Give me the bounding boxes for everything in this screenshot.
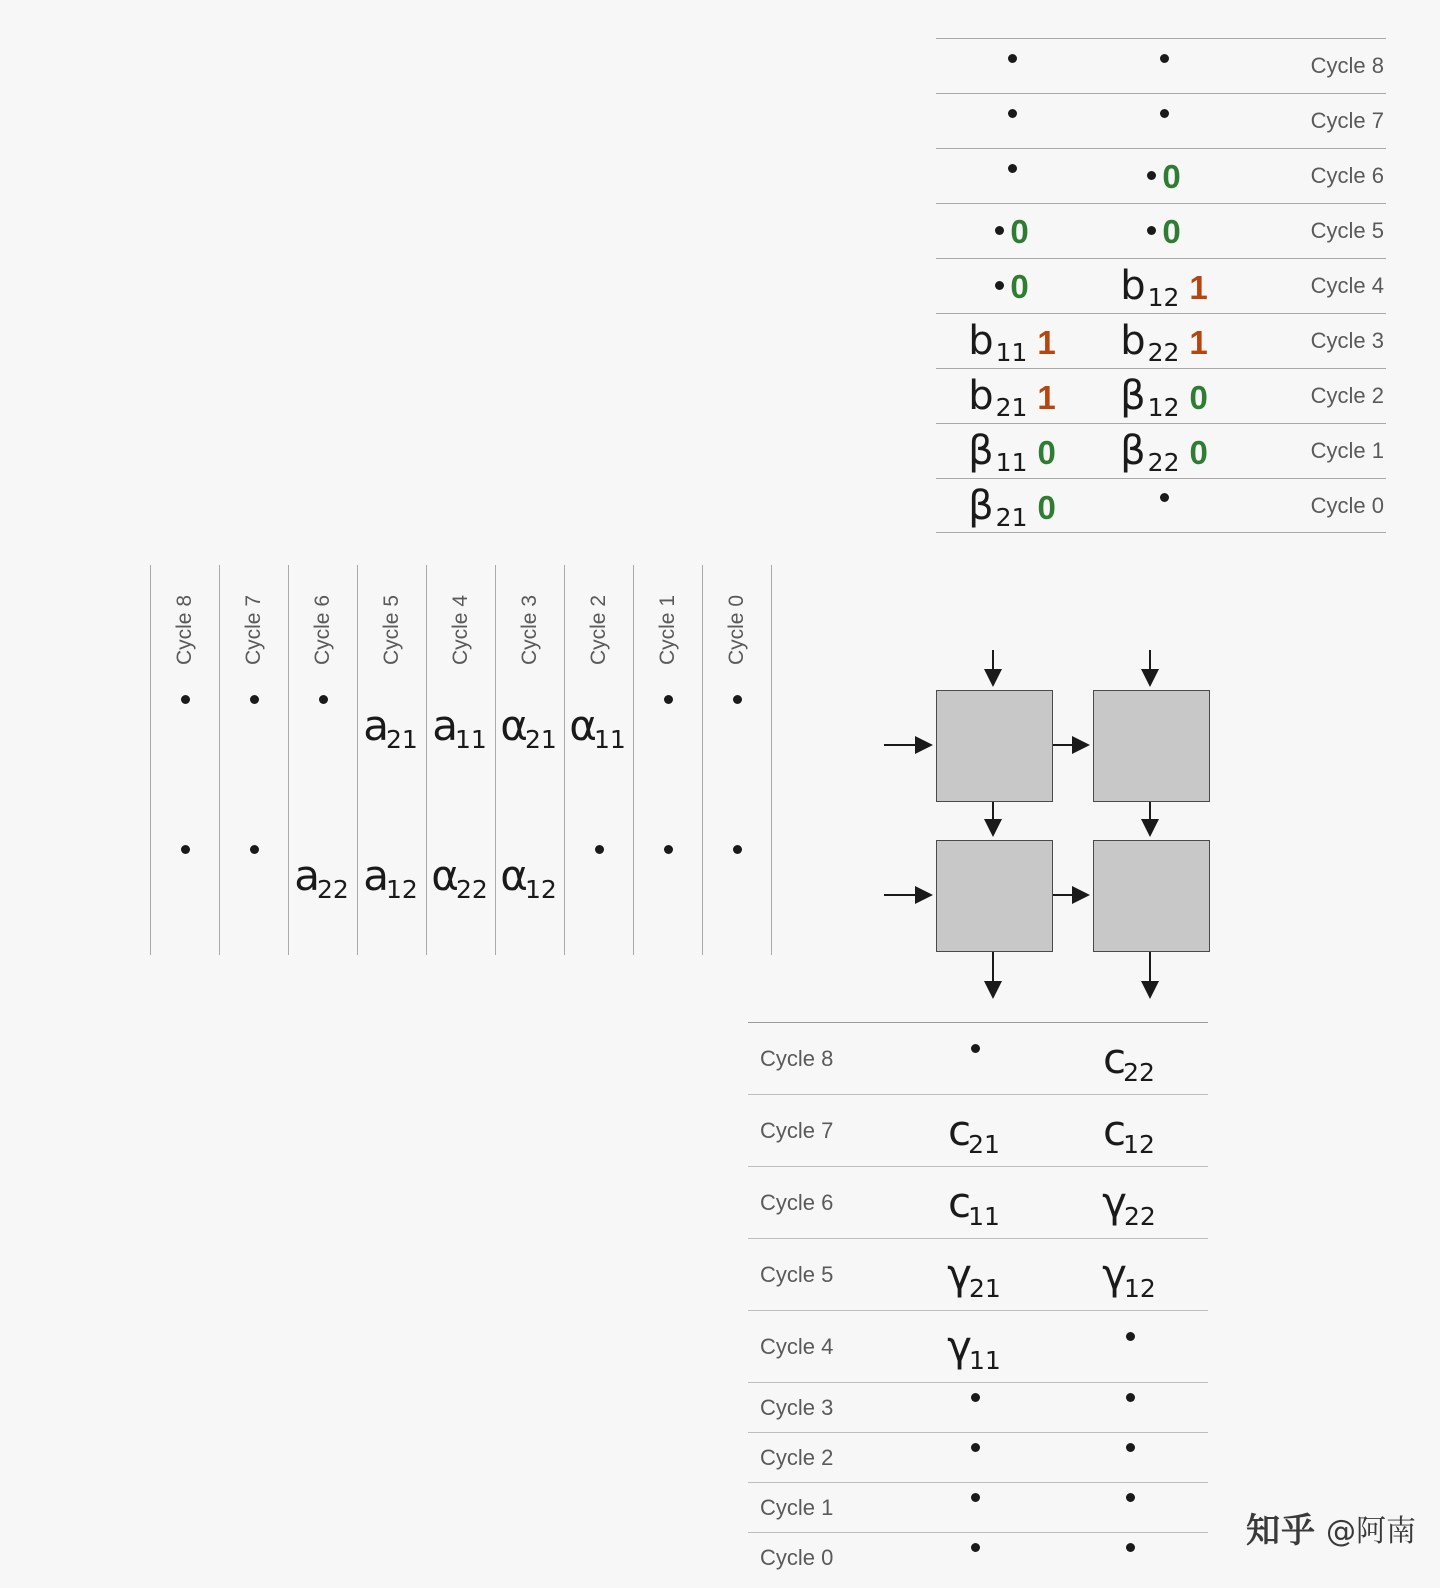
b-stream-row [936, 478, 1386, 533]
c-stream-row [748, 1166, 1208, 1238]
c-stream-cell [898, 1105, 1053, 1159]
a-stream-column [703, 565, 772, 955]
a-stream-cell-row2 [358, 851, 426, 945]
a-stream-cell-row2 [220, 855, 288, 945]
cycle-label-vertical: Cycle 7 [242, 594, 265, 666]
b-stream-cell [1088, 263, 1240, 312]
stationarity-tag: 1 [1189, 269, 1208, 306]
b-stream-cell [936, 318, 1088, 367]
operand-symbol: γ [1102, 1177, 1128, 1227]
cycle-label: Cycle 8 [1310, 53, 1384, 78]
c-stream-cell [1053, 1177, 1208, 1231]
a-stream-cell-row2 [634, 855, 702, 945]
operand-subscript: 22 [1124, 1201, 1156, 1231]
empty-slot-dot [664, 845, 673, 854]
empty-slot-dot [1126, 1443, 1135, 1452]
c-stream-cell [1053, 1503, 1208, 1512]
a-stream-column [427, 565, 496, 955]
cycle-label: Cycle 4 [760, 1333, 834, 1359]
stationarity-tag: 1 [1189, 324, 1208, 361]
a-stream-column [634, 565, 703, 955]
cycle-label: Cycle 7 [1310, 108, 1384, 133]
a-stream-cell-row1 [220, 705, 288, 795]
operand-symbol: α [431, 851, 459, 900]
b-stream-cell [1088, 157, 1240, 195]
a-stream-cell-row1 [358, 701, 426, 795]
c-stream-row [748, 1532, 1208, 1582]
operand-symbol: b [968, 373, 994, 419]
c-stream-row [748, 1432, 1208, 1482]
b-stream-cell [1088, 501, 1240, 510]
b-stream-row [936, 38, 1386, 93]
b-stream-cell [1088, 62, 1240, 71]
watermark [1246, 1503, 1416, 1552]
empty-slot-dot [664, 695, 673, 704]
operand-symbol: α [500, 851, 528, 900]
operand-subscript: 11 [969, 1345, 1001, 1375]
c-stream-cell [1053, 1342, 1208, 1351]
pe-cell-2-1[interactable] [936, 840, 1053, 952]
stationarity-tag: 0 [1037, 434, 1056, 471]
a-stream-cell-row1 [151, 705, 219, 795]
a-stream-column [565, 565, 634, 955]
stationarity-tag: 1 [1037, 379, 1056, 416]
b-stream-cell [936, 117, 1088, 126]
watermark-username: @阿南 [1326, 1513, 1416, 1549]
b-stream-row [936, 258, 1386, 313]
empty-slot-dot [971, 1543, 980, 1552]
a-stream-column [150, 565, 220, 955]
empty-slot-dot [971, 1493, 980, 1502]
c-stream-row [748, 1382, 1208, 1432]
a-stream-cell-row2 [703, 855, 771, 945]
cycle-label: Cycle 1 [760, 1494, 834, 1520]
b-stream-row [936, 148, 1386, 203]
empty-slot-dot [1126, 1332, 1135, 1341]
operand-subscript: 12 [1123, 1129, 1155, 1159]
c-stream-cell [898, 1553, 1053, 1562]
a-stream-column [289, 565, 358, 955]
empty-slot-dot [971, 1393, 980, 1402]
c-stream-cell [898, 1321, 1053, 1375]
c-stream-cell [898, 1453, 1053, 1462]
b-stream-cell [936, 212, 1088, 250]
operand-symbol: c [948, 1105, 972, 1155]
empty-slot-dot [181, 695, 190, 704]
operand-subscript: 22 [316, 875, 349, 904]
empty-slot-dot [1160, 54, 1169, 63]
a-stream-cell-row1 [634, 705, 702, 795]
pe-cell-1-2[interactable] [1093, 690, 1210, 802]
b-stream-row [936, 93, 1386, 148]
stationarity-tag: 0 [1162, 212, 1181, 250]
b-stream-cell [936, 267, 1088, 305]
empty-slot-dot [1008, 54, 1017, 63]
empty-slot-dot [1008, 164, 1017, 173]
b-stream-cell [936, 428, 1088, 477]
empty-slot-dot [733, 695, 742, 704]
c-stream-cell [1053, 1453, 1208, 1462]
stationarity-tag: 0 [1189, 379, 1208, 416]
pe-cell-1-1[interactable] [936, 690, 1053, 802]
cycle-label: Cycle 0 [760, 1544, 834, 1570]
a-stream-cell-row1 [496, 701, 564, 795]
empty-slot-dot [1160, 109, 1169, 118]
empty-slot-dot [250, 845, 259, 854]
c-stream-cell [898, 1503, 1053, 1512]
c-stream-row [748, 1022, 1208, 1094]
a-stream-cell-row2 [496, 851, 564, 945]
cycle-label-vertical: Cycle 8 [173, 594, 196, 666]
cycle-label: Cycle 4 [1310, 273, 1384, 298]
b-stream-cell [936, 62, 1088, 71]
cycle-label: Cycle 2 [1310, 383, 1384, 408]
c-result-stream-table [748, 1022, 1208, 1582]
empty-slot-dot [971, 1044, 980, 1053]
b-stream-cell [1088, 428, 1240, 477]
a-stream-cell-row2 [427, 851, 495, 945]
operand-subscript: 12 [1147, 393, 1180, 422]
b-stream-cell [936, 172, 1088, 181]
operand-subscript: 12 [1124, 1273, 1156, 1303]
empty-slot-dot [1126, 1393, 1135, 1402]
c-stream-cell [898, 1177, 1053, 1231]
cycle-label: Cycle 6 [760, 1189, 834, 1215]
stationarity-tag: 0 [1010, 267, 1029, 305]
empty-slot-dot [1008, 109, 1017, 118]
c-stream-cell [898, 1403, 1053, 1412]
b-stream-cell [1088, 212, 1240, 250]
c-stream-cell [1053, 1553, 1208, 1562]
cycle-label: Cycle 6 [1310, 163, 1384, 188]
a-operand-stream-table [150, 565, 772, 955]
b-stream-cell [1088, 117, 1240, 126]
a-stream-cell-row1 [427, 701, 495, 795]
b-stream-cell [1088, 318, 1240, 367]
cycle-label: Cycle 3 [1310, 328, 1384, 353]
cycle-label: Cycle 7 [760, 1117, 834, 1143]
cycle-label: Cycle 0 [1310, 492, 1384, 518]
empty-slot-dot [971, 1443, 980, 1452]
cycle-label-vertical: Cycle 2 [587, 594, 610, 666]
operand-subscript: 12 [385, 875, 418, 904]
operand-subscript: 21 [968, 1129, 1000, 1159]
operand-subscript: 21 [524, 725, 557, 754]
c-stream-cell [1053, 1033, 1208, 1087]
empty-slot-dot [995, 281, 1004, 290]
c-stream-cell [1053, 1403, 1208, 1412]
stationarity-tag: 0 [1189, 434, 1208, 471]
operand-symbol: β [1120, 428, 1146, 474]
operand-symbol: b [1120, 263, 1146, 309]
empty-slot-dot [733, 845, 742, 854]
empty-slot-dot [1147, 226, 1156, 235]
b-stream-row [936, 423, 1386, 478]
cycle-label-vertical: Cycle 5 [380, 594, 403, 666]
operand-symbol: γ [1102, 1249, 1128, 1299]
cycle-label: Cycle 2 [760, 1444, 834, 1470]
stationarity-tag: 0 [1162, 157, 1181, 195]
operand-subscript: 11 [968, 1201, 1000, 1231]
operand-symbol: b [968, 318, 994, 364]
a-stream-cell-row1 [289, 705, 357, 795]
c-stream-row [748, 1094, 1208, 1166]
operand-subscript: 22 [455, 875, 488, 904]
operand-subscript: 12 [524, 875, 557, 904]
operand-subscript: 22 [1123, 1057, 1155, 1087]
c-stream-cell [1053, 1105, 1208, 1159]
empty-slot-dot [1126, 1543, 1135, 1552]
operand-symbol: a [363, 851, 389, 900]
operand-symbol: a [294, 851, 320, 900]
a-stream-column [496, 565, 565, 955]
c-stream-row [748, 1482, 1208, 1532]
operand-subscript: 21 [969, 1273, 1001, 1303]
a-stream-column [358, 565, 427, 955]
stationarity-tag: 1 [1037, 324, 1056, 361]
b-stream-row [936, 203, 1386, 258]
operand-symbol: β [1120, 373, 1146, 419]
pe-array [880, 655, 1230, 1015]
empty-slot-dot [595, 845, 604, 854]
c-stream-row [748, 1310, 1208, 1382]
b-stream-cell [936, 482, 1088, 532]
a-stream-cell-row2 [565, 855, 633, 945]
operand-symbol: b [1120, 318, 1146, 364]
operand-symbol: γ [947, 1249, 973, 1299]
operand-subscript: 11 [454, 725, 487, 754]
operand-symbol: α [569, 701, 597, 750]
operand-symbol: a [432, 701, 458, 750]
a-stream-column [220, 565, 289, 955]
pe-cell-2-2[interactable] [1093, 840, 1210, 952]
cycle-label: Cycle 1 [1310, 438, 1384, 463]
b-stream-row [936, 368, 1386, 423]
a-stream-cell-row1 [565, 701, 633, 795]
empty-slot-dot [319, 695, 328, 704]
stationarity-tag: 0 [1010, 212, 1029, 250]
operand-symbol: α [500, 701, 528, 750]
c-stream-row [748, 1238, 1208, 1310]
empty-slot-dot [250, 695, 259, 704]
c-stream-cell [1053, 1249, 1208, 1303]
operand-subscript: 11 [995, 338, 1028, 367]
zhihu-logo: 知乎 [1246, 1511, 1316, 1551]
empty-slot-dot [995, 226, 1004, 235]
operand-symbol: β [968, 428, 994, 474]
a-stream-cell-row2 [151, 855, 219, 945]
operand-symbol: a [363, 701, 389, 750]
cycle-label-vertical: Cycle 0 [725, 594, 748, 666]
cycle-label-vertical: Cycle 6 [311, 594, 334, 666]
operand-subscript: 21 [995, 393, 1028, 422]
operand-symbol: β [968, 482, 994, 529]
c-stream-cell [898, 1054, 1053, 1063]
a-stream-cell-row2 [289, 851, 357, 945]
cycle-label-vertical: Cycle 3 [518, 594, 541, 666]
empty-slot-dot [1126, 1493, 1135, 1502]
cycle-label-vertical: Cycle 4 [449, 594, 472, 666]
operand-subscript: 22 [1147, 338, 1180, 367]
cycle-label: Cycle 3 [760, 1394, 834, 1420]
operand-subscript: 12 [1147, 283, 1180, 312]
empty-slot-dot [1160, 493, 1169, 502]
a-stream-cell-row1 [703, 705, 771, 795]
operand-symbol: c [1103, 1033, 1127, 1083]
cycle-label: Cycle 5 [760, 1261, 834, 1287]
b-stream-cell [1088, 373, 1240, 422]
operand-symbol: c [948, 1177, 972, 1227]
cycle-label: Cycle 8 [760, 1045, 834, 1071]
empty-slot-dot [1147, 171, 1156, 180]
operand-subscript: 22 [1147, 448, 1180, 477]
b-operand-stream-table [936, 38, 1386, 533]
operand-subscript: 11 [995, 448, 1028, 477]
b-stream-row [936, 313, 1386, 368]
c-stream-cell [898, 1249, 1053, 1303]
stationarity-tag: 0 [1037, 488, 1056, 526]
b-stream-cell [936, 373, 1088, 422]
cycle-label: Cycle 5 [1310, 218, 1384, 243]
operand-subscript: 21 [995, 502, 1028, 532]
operand-subscript: 11 [593, 725, 626, 754]
operand-symbol: γ [947, 1321, 973, 1371]
operand-symbol: c [1103, 1105, 1127, 1155]
operand-subscript: 21 [385, 725, 418, 754]
empty-slot-dot [181, 845, 190, 854]
cycle-label-vertical: Cycle 1 [656, 594, 679, 666]
